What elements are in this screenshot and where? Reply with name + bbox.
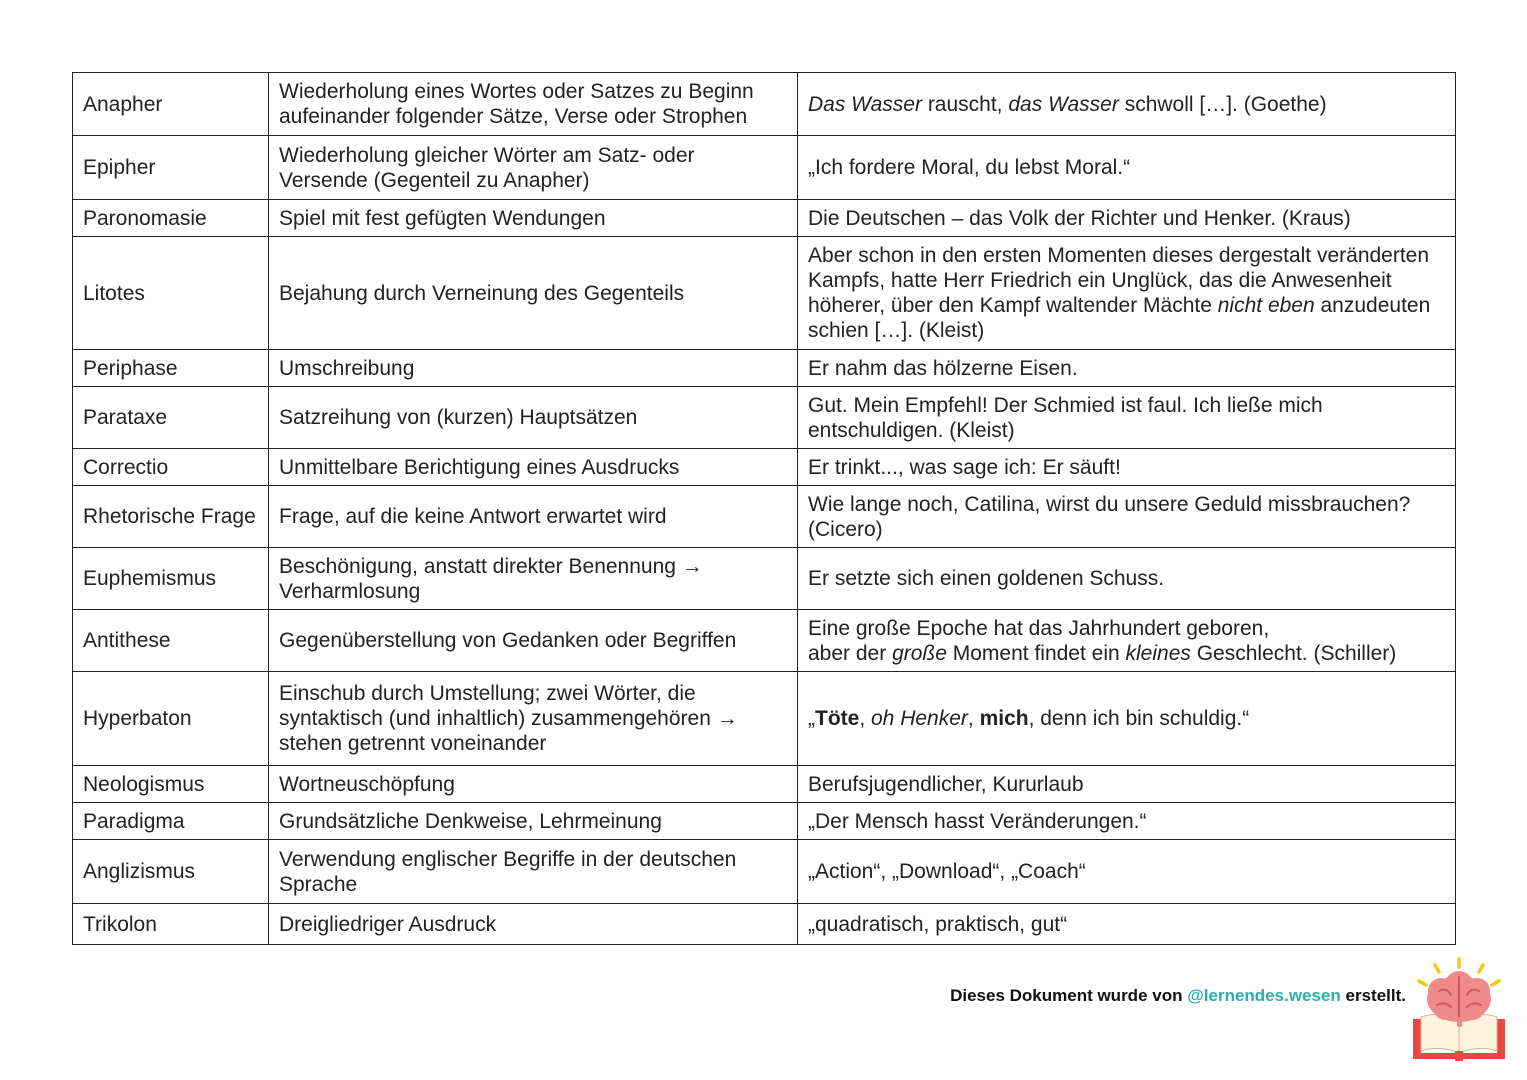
- table-row: [73, 73, 1456, 136]
- term-cell: Hyperbaton: [73, 672, 269, 766]
- example-cell: [798, 136, 1456, 200]
- example-italic-text: oh Henker: [871, 707, 968, 730]
- term-cell: Correctio: [73, 449, 269, 486]
- example-italic-text: nicht eben: [1217, 294, 1315, 317]
- example-text: „Ich fordere Moral, du lebst Moral.“: [808, 156, 1131, 179]
- table-row: [73, 610, 1456, 672]
- book-spine: [1455, 1051, 1463, 1061]
- example-cell: [798, 904, 1456, 945]
- example-cell: [798, 449, 1456, 486]
- table-row: [73, 449, 1456, 486]
- example-text: Gut. Mein Empfehl! Der Schmied ist faul. Ich ließe mich entschuldigen. (Kleist): [808, 393, 1323, 442]
- term-cell: Paronomasie: [73, 200, 269, 237]
- definition-cell: Wortneuschöpfung: [269, 766, 798, 803]
- definition-cell: Spiel mit fest gefügten Wendungen: [269, 200, 798, 237]
- example-text: „quadratisch, praktisch, gut“: [808, 912, 1068, 936]
- table-row: [73, 200, 1456, 237]
- term-cell: Paradigma: [73, 803, 269, 840]
- example-italic-text: große: [892, 641, 947, 665]
- example-text: Wie lange noch, Catilina, wirst du unsere Geduld missbrauchen? (Cicero): [808, 492, 1411, 541]
- example-text: anzudeuten schien […]. (Kleist): [808, 294, 1431, 342]
- example-cell: [798, 803, 1456, 840]
- term-cell: Epipher: [73, 136, 269, 200]
- table-row: [73, 904, 1456, 945]
- ray-line: [1419, 981, 1426, 985]
- table-row: [73, 237, 1456, 350]
- term-cell: Litotes: [73, 237, 269, 350]
- example-cell: [798, 200, 1456, 237]
- example-text: Die Deutschen – das Volk der Richter und Henker. (Kraus): [808, 206, 1351, 230]
- example-text: aber der: [808, 641, 893, 665]
- footer-credit: [860, 986, 1406, 1006]
- definition-cell: Bejahung durch Verneinung des Gegenteils: [269, 237, 798, 350]
- table-row: [73, 840, 1456, 904]
- example-cell: [798, 548, 1456, 610]
- table-row: [73, 803, 1456, 840]
- footer-suffix: erstellt.: [1340, 986, 1406, 1005]
- example-cell: [798, 350, 1456, 387]
- example-text: Er setzte sich einen goldenen Schuss.: [808, 567, 1165, 590]
- definition-cell: Verwendung englischer Begriffe in der deutschen Sprache: [269, 840, 798, 904]
- example-text: ,: [967, 707, 980, 730]
- rhetorical-devices-table: [72, 72, 1456, 945]
- example-text: Moment findet ein: [946, 641, 1126, 665]
- definition-cell: Umschreibung: [269, 350, 798, 387]
- definition-cell: Gegenüberstellung von Gedanken oder Begriffen: [269, 610, 798, 672]
- term-cell: Trikolon: [73, 904, 269, 945]
- definition-cell: Dreigliedriger Ausdruck: [269, 904, 798, 945]
- example-bold-text: Töte: [815, 707, 860, 730]
- term-cell: Neologismus: [73, 766, 269, 803]
- footer-prefix: Dieses Dokument wurde von: [950, 986, 1188, 1005]
- term-cell: Anglizismus: [73, 840, 269, 904]
- example-text: schwoll […]. (Goethe): [1118, 92, 1327, 116]
- example-cell: [798, 486, 1456, 548]
- example-text: „Der Mensch hasst Veränderungen.“: [808, 809, 1147, 833]
- term-cell: Euphemismus: [73, 548, 269, 610]
- example-italic-text: kleines: [1125, 641, 1191, 665]
- example-text: , denn ich bin schuldig.“: [1028, 707, 1250, 730]
- term-cell: Parataxe: [73, 387, 269, 449]
- definition-cell: Frage, auf die keine Antwort erwartet wird: [269, 486, 798, 548]
- example-cell: [798, 237, 1456, 350]
- term-cell: Anapher: [73, 73, 269, 136]
- term-cell: Rhetorische Frage: [73, 486, 269, 548]
- table-row: [73, 387, 1456, 449]
- example-text: rauscht,: [921, 92, 1009, 116]
- ray-line: [1435, 965, 1439, 972]
- ray-line: [1479, 965, 1483, 972]
- example-text: Aber schon in den ersten Momenten dieses dergestalt veränderten Kampfs, hatte Herr Friedrich ein Unglück, das die Anwesenheit höherer, über den Kampf waltender Mächte: [808, 244, 1430, 317]
- ray-line: [1492, 981, 1499, 985]
- example-text: „: [808, 707, 815, 730]
- table-row: [73, 766, 1456, 803]
- example-text: Er nahm das hölzerne Eisen.: [808, 356, 1078, 380]
- example-cell: [798, 73, 1456, 136]
- table-row: [73, 350, 1456, 387]
- definition-cell: Einschub durch Umstellung; zwei Wörter, die syntaktisch (und inhaltlich) zusammengehören → stehen getrennt voneinander: [269, 672, 798, 766]
- table-row: [73, 136, 1456, 200]
- brain-book-logo-icon: [1405, 955, 1513, 1065]
- example-cell: [798, 387, 1456, 449]
- example-bold-text: mich: [979, 707, 1029, 730]
- definition-cell: Beschönigung, anstatt direkter Benennung → Verharmlosung: [269, 548, 798, 610]
- table-body: [73, 73, 1456, 945]
- example-text: Berufsjugendlicher, Kururlaub: [808, 772, 1084, 796]
- example-cell: [798, 840, 1456, 904]
- definition-cell: Satzreihung von (kurzen) Hauptsätzen: [269, 387, 798, 449]
- definition-cell: Grundsätzliche Denkweise, Lehrmeinung: [269, 803, 798, 840]
- example-text: Er trinkt..., was sage ich: Er säuft!: [808, 455, 1121, 479]
- term-cell: Periphase: [73, 350, 269, 387]
- example-italic-text: Das Wasser: [808, 92, 922, 116]
- example-cell: [798, 610, 1456, 672]
- example-italic-text: das Wasser: [1008, 92, 1119, 116]
- example-text: ,: [859, 707, 871, 730]
- example-text: „Action“, „Download“, „Coach“: [808, 860, 1086, 883]
- example-text: Geschlecht. (Schiller): [1190, 641, 1397, 665]
- author-handle-link[interactable]: @lernendes.wesen: [1187, 986, 1341, 1005]
- term-cell: Antithese: [73, 610, 269, 672]
- brain-stem: [1457, 1017, 1462, 1027]
- table-row: [73, 548, 1456, 610]
- definition-cell: Unmittelbare Berichtigung eines Ausdrucks: [269, 449, 798, 486]
- definition-cell: Wiederholung eines Wortes oder Satzes zu Beginn aufeinander folgender Sätze, Verse oder Strophen: [269, 73, 798, 136]
- table-row: [73, 486, 1456, 548]
- definition-cell: Wiederholung gleicher Wörter am Satz- oder Versende (Gegenteil zu Anapher): [269, 136, 798, 200]
- example-text: Eine große Epoche hat das Jahrhundert geboren,: [808, 616, 1270, 640]
- example-cell: [798, 766, 1456, 803]
- table-row: [73, 672, 1456, 766]
- example-cell: [798, 672, 1456, 766]
